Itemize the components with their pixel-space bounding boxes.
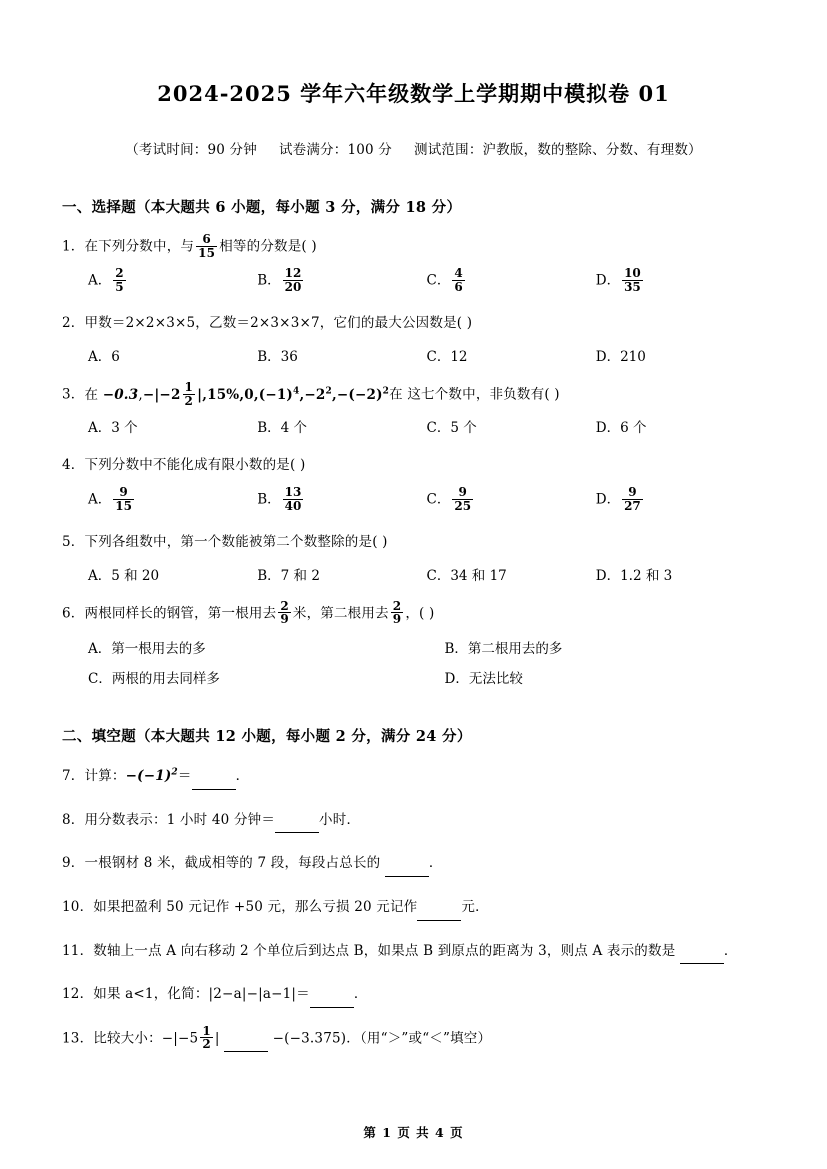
question-2-stem: 甲数＝2×2×3×5，乙数＝2×3×3×7，它们的最大公因数是( )	[84, 315, 473, 332]
question-4-stem: 下列分数中不能化成有限小数的是( )	[84, 457, 306, 474]
exam-score: 试卷满分：100 分	[278, 142, 393, 158]
fraction-1-2: $\frac{1}{2}$	[202, 1023, 211, 1052]
question-11: 11．数轴上一点 A 向右移动 2 个单位后到达点 B，如果点 B 到原点的距离为 3，则点 A 表示的数是 ．	[62, 939, 765, 965]
fraction-12-20: $\frac{12}{20}$	[284, 266, 302, 294]
fraction-4-6: $\frac{4}{6}$	[454, 266, 463, 294]
question-5	[62, 530, 765, 556]
fraction-6-15: $\frac{6}{15}$	[198, 232, 216, 260]
question-12: 12．如果 a<1，化简：|2−a|−|a−1|＝ ．	[62, 982, 765, 1008]
question-5-number: 5．	[62, 534, 85, 551]
question-4-number: 4．	[62, 457, 85, 474]
question-6-stem-post: ，( )	[405, 605, 435, 622]
page-footer: 第 1 页 共 4 页	[363, 1125, 464, 1140]
answer-blank-9[interactable]	[385, 863, 429, 877]
fraction-10-35: $\frac{10}{35}$	[624, 266, 641, 294]
question-4-options	[62, 484, 765, 513]
answer-blank-10[interactable]	[417, 907, 461, 921]
question-13: 13．比较大小：−|−5 $\frac{1}{2}$ | −(−3.375)．（用“＞”或“＜”填空）	[62, 1023, 492, 1052]
option-d[interactable]: D． $\frac{9}{27}$	[595, 484, 641, 513]
question-1-number: 1．	[62, 238, 85, 255]
option-d[interactable]: D．6 个	[595, 420, 647, 437]
question-6	[62, 598, 765, 627]
question-2-number: 2．	[62, 315, 85, 332]
question-1	[62, 234, 765, 260]
question-6-stem-mid: 米，第二根用去	[292, 605, 389, 622]
fraction-1-2: $\frac{1}{2}$	[184, 380, 194, 408]
fraction-2-9-b: $\frac{2}{9}$	[392, 598, 402, 627]
question-13-number: 13．	[62, 1030, 94, 1047]
exam-scope: 测试范围：沪教版，数的整除、分数、有理数）	[414, 142, 702, 158]
option-a[interactable]: A．6	[88, 349, 120, 366]
question-10-number: 10．	[62, 898, 94, 915]
fraction-2-9-a: $\frac{2}{9}$	[280, 598, 289, 627]
question-3-options	[62, 416, 765, 436]
fraction-13-40: $\frac{13}{40}$	[284, 484, 302, 513]
exam-time: （考试时间：90 分钟	[125, 142, 257, 158]
question-12-number: 12．	[62, 986, 94, 1003]
option-a[interactable]: A． $\frac{9}{15}$	[88, 484, 132, 513]
question-2-options	[62, 345, 765, 365]
fraction-2-5: $\frac{2}{5}$	[115, 266, 124, 294]
question-3	[62, 382, 765, 408]
option-c[interactable]: C．34 和 17	[426, 567, 507, 584]
option-b[interactable]: B．4 个	[257, 420, 308, 437]
fraction-9-27: $\frac{9}{27}$	[624, 484, 641, 513]
option-d[interactable]: D．无法比较	[444, 671, 523, 687]
answer-blank-12[interactable]	[310, 994, 354, 1008]
option-a[interactable]: A．第一根用去的多	[88, 641, 206, 657]
section-heading-fill: 二、填空题（本大题共 12 小题，每小题 2 分，满分 24 分）	[62, 728, 472, 745]
answer-blank-11[interactable]	[680, 950, 724, 964]
option-a[interactable]: A．5 和 20	[88, 567, 160, 584]
answer-blank-8[interactable]	[275, 819, 319, 833]
option-c[interactable]: C．5 个	[426, 420, 477, 437]
question-2	[62, 311, 765, 337]
question-10: 10．如果把盈利 50 元记作 +50 元，那么亏损 20 元记作 元．	[62, 895, 765, 921]
section-heading-choice: 一、选择题（本大题共 6 小题，每小题 3 分，满分 18 分）	[62, 199, 462, 216]
question-3-number: 3．	[62, 386, 85, 403]
page-title: 2024-2025 学年六年级数学上学期期中模拟卷 01	[157, 81, 670, 106]
question-7: 7．计算：$-(-1)^2=$ ．	[62, 764, 765, 790]
question-3-stem-tail: 在 这七个数中，非负数有( )	[389, 386, 560, 403]
fraction-9-25: $\frac{9}{25}$	[454, 484, 472, 513]
question-5-stem: 下列各组数中，第一个数能被第二个数整除的是( )	[84, 534, 388, 551]
option-b[interactable]: B． $\frac{13}{40}$	[257, 484, 302, 513]
question-5-options	[62, 564, 765, 584]
answer-blank-13[interactable]	[224, 1038, 268, 1052]
question-1-stem-post: 相等的分数是( )	[219, 238, 317, 255]
question-3-stem-formula: 在 −0.3,−|−2 $\frac{1}{2}$ $|,15\%,0,(-1)^4,-2^2,-(-2)^2$	[84, 380, 390, 408]
option-d[interactable]: D．210	[595, 349, 646, 366]
option-a[interactable]: A． $\frac{2}{5}$	[88, 266, 124, 294]
question-7-number: 7．	[62, 768, 85, 784]
question-8: 8．用分数表示：1 小时 40 分钟＝ 小时．	[62, 808, 765, 834]
question-6-stem-pre: 两根同样长的钢管，第一根用去	[84, 605, 277, 622]
option-b[interactable]: B．7 和 2	[257, 567, 320, 584]
question-9: 9．一根钢材 8 米，截成相等的 7 段，每段占总长的 ．	[62, 851, 765, 877]
question-6-options	[62, 637, 765, 687]
option-b[interactable]: B． $\frac{12}{20}$	[257, 266, 302, 294]
question-7-expression: $-(-1)^2$	[125, 767, 178, 784]
question-6-number: 6．	[62, 605, 85, 622]
question-1-stem-pre: 在下列分数中，与	[84, 238, 195, 255]
option-c[interactable]: C． $\frac{9}{25}$	[426, 484, 472, 513]
option-b[interactable]: B．第二根用去的多	[444, 641, 563, 657]
option-b[interactable]: B．36	[257, 349, 298, 366]
option-d[interactable]: D．1.2 和 3	[595, 567, 673, 584]
question-9-number: 9．	[62, 855, 85, 872]
option-c[interactable]: C．12	[426, 349, 468, 366]
exam-info-line	[62, 138, 765, 158]
option-a[interactable]: A．3 个	[88, 420, 138, 437]
option-d[interactable]: D． $\frac{10}{35}$	[595, 266, 641, 294]
question-11-number: 11．	[62, 942, 94, 959]
answer-blank-7[interactable]	[192, 776, 236, 790]
question-8-number: 8．	[62, 811, 85, 828]
fraction-9-15: $\frac{9}{15}$	[115, 484, 132, 513]
option-c[interactable]: C．两根的用去同样多	[88, 671, 220, 687]
question-1-options	[62, 268, 765, 294]
question-4	[62, 453, 765, 479]
option-c[interactable]: C． $\frac{4}{6}$	[426, 266, 463, 294]
